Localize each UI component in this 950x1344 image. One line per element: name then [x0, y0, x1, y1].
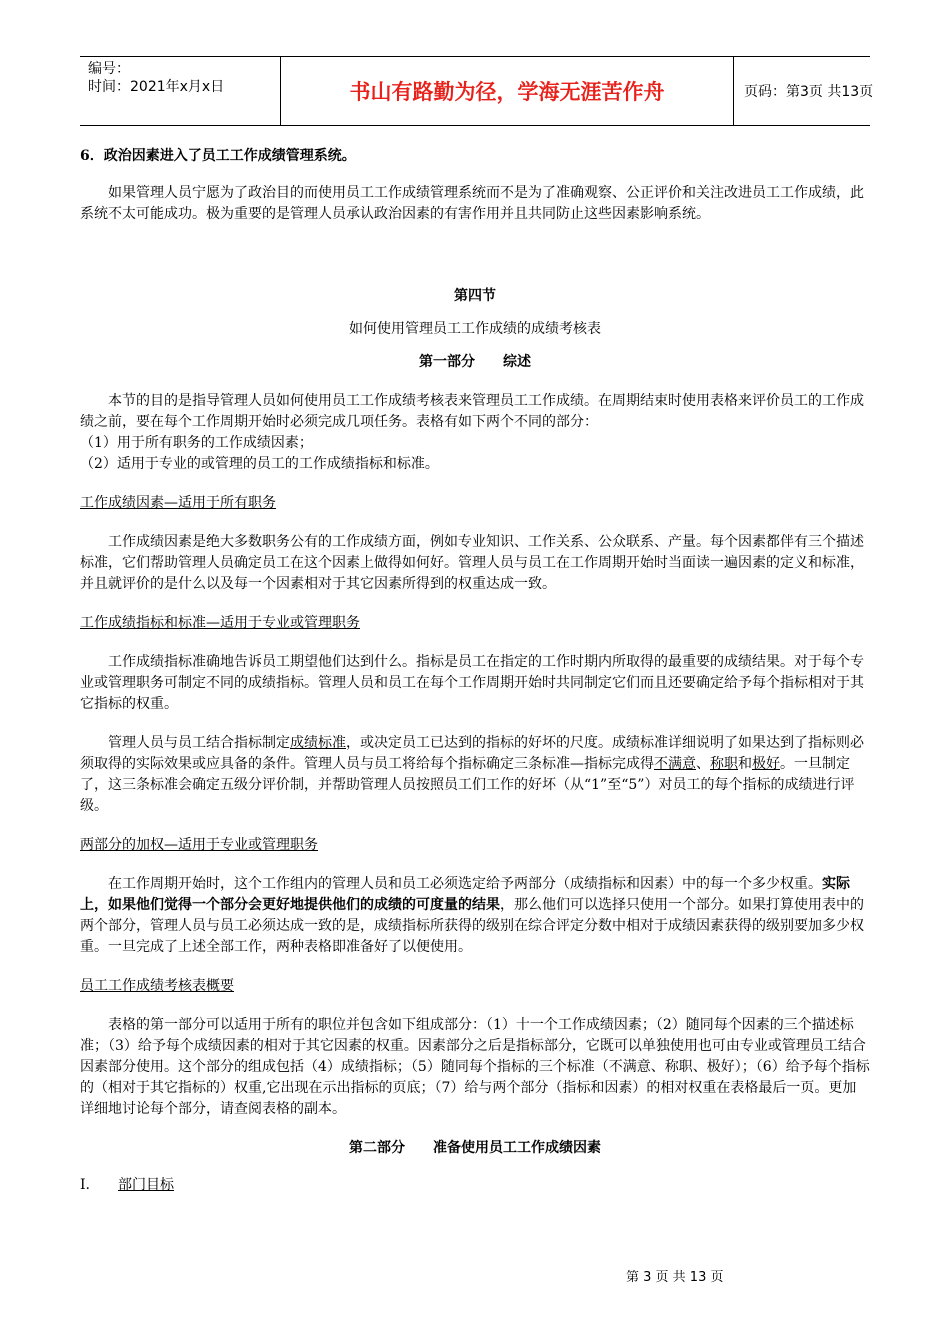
- weighting-heading: 两部分的加权—适用于专业或管理职务: [80, 837, 318, 853]
- text-run: 和: [738, 756, 752, 772]
- document-number-label: 编号：: [88, 61, 130, 77]
- text-run: 。一旦制定了，这三条标准会确定五级分评价制，并帮助管理人员按照员工们工作的好坏（从“1”至“5”）对员工的每个指标的成绩进行评级。: [80, 756, 855, 814]
- intro-paragraph: 本节的目的是指导管理人员如何使用员工工作成绩考核表来管理员工工作成绩。在周期结束时使用表格来评价员工的工作成绩之前，要在每个工作周期开始时必须完成几项任务。表格有如下两个不同的部分：: [80, 393, 864, 430]
- term-competent: 称职: [710, 756, 738, 772]
- page-footer: 第 3 页 共 13 页: [626, 1270, 724, 1285]
- term-performance-standard: 成绩标准: [290, 735, 346, 751]
- emphasis-text: 实际上，如果他们觉得一个部分会更好地提供他们的成绩的可度量的结果: [80, 876, 850, 913]
- section-title: 第四节: [454, 288, 496, 304]
- page-header: [80, 56, 874, 126]
- item-number: I.: [80, 1177, 90, 1193]
- item-label: 部门目标: [118, 1177, 174, 1193]
- document-date: 时间：2021年x月x日: [88, 79, 225, 95]
- item-6-body: 如果管理人员宁愿为了政治目的而使用员工工作成绩管理系统而不是为了准确观察、公正评价和关注改进员工工作成绩，此系统不太可能成功。极为重要的是管理人员承认政治因素的有害作用并且共同防止这些因素影响系统。: [80, 185, 864, 222]
- term-excellent: 极好: [752, 756, 780, 772]
- factors-heading: 工作成绩因素—适用于所有职务: [80, 495, 276, 511]
- intro-item-2: （2）适用于专业的或管理的员工的工作成绩指标和标准。: [80, 456, 439, 472]
- indicators-heading: 工作成绩指标和标准—适用于专业或管理职务: [80, 615, 360, 631]
- overview-heading: 员工工作成绩考核表概要: [80, 978, 234, 994]
- term-unsatisfactory: 不满意: [654, 756, 696, 772]
- part2-item-1: [80, 1175, 870, 1196]
- factors-paragraph: 工作成绩因素是绝大多数职务公有的工作成绩方面，例如专业知识、工作关系、公众联系、产量。每个因素都伴有三个描述标准，它们帮助管理人员确定员工在这个因素上做得如何好。管理人员与员工在工作周期开始时当面读一遍因素的定义和标准，并且就评价的是什么以及每一个因素相对于其它因素所得到的权重达成一致。: [80, 534, 864, 592]
- section-subtitle: 如何使用管理员工工作成绩的成绩考核表: [349, 321, 601, 337]
- text-run: 、: [696, 756, 710, 772]
- weighting-paragraph: [80, 874, 870, 958]
- text-run: ，那么他们可以选择只使用一个部分。如果打算使用表中的两个部分，管理人员与员工必须达成一致的是，成绩指标所获得的级别在综合评定分数中相对于成绩因素获得的级别要加多少权重。一旦完成了上述全部工作，两种表格即准备好了以便使用。: [80, 897, 864, 955]
- intro-item-1: （1）用于所有职务的工作成绩因素；: [80, 435, 313, 451]
- indicators-paragraph-2: [80, 733, 870, 817]
- header-page-code: 页码：第3页 共13页: [744, 84, 874, 100]
- part1-heading: 第一部分 综述: [419, 354, 531, 370]
- text-run: 管理人员与员工结合指标制定: [108, 735, 290, 751]
- indicators-paragraph-1: 工作成绩指标准确地告诉员工期望他们达到什么。指标是员工在指定的工作时期内所取得的最重要的成绩结果。对于每个专业或管理职务可制定不同的成绩指标。管理人员和员工在每个工作周期开始时共同制定它们而且还要确定给予每个指标相对于其它指标的权重。: [80, 654, 864, 712]
- text-run: 在工作周期开始时，这个工作组内的管理人员和员工必须选定给予两部分（成绩指标和因素）中的每一个多少权重。: [108, 876, 822, 892]
- header-motto: 书山有路勤为径，学海无涯苦作舟: [280, 57, 734, 125]
- part2-heading: 第二部分 准备使用员工工作成绩因素: [349, 1140, 601, 1156]
- document-body: [80, 140, 870, 1196]
- overview-paragraph: 表格的第一部分可以适用于所有的职位并包含如下组成部分：（1）十一个工作成绩因素；（2）随同每个因素的三个描述标准；（3）给予每个成绩因素的相对于其它因素的权重。因素部分之后是指标部分，它既可以单独使用也可由专业或管理员工结合因素部分使用。这个部分的组成包括（4）成绩指标；（5）随同每个指标的三个标准（不满意、称职、极好）；（6）给予每个指标的（相对于其它指标的）权重,它出现在示出指标的页底；（7）给与两个部分（指标和因素）的相对权重在表格最后一页。更加详细地讨论每个部分，请查阅表格的副本。: [80, 1017, 870, 1117]
- item-6-title: 6．政治因素进入了员工工作成绩管理系统。: [80, 148, 356, 164]
- header-meta: [80, 57, 280, 125]
- text-run: ，或决定员工已达到的指标的好坏的尺度。成绩标准详细说明了如果达到了指标则必须取得的实际效果或应具备的条件。管理人员与员工将给每个指标确定三条标准—指标完成得: [80, 735, 864, 772]
